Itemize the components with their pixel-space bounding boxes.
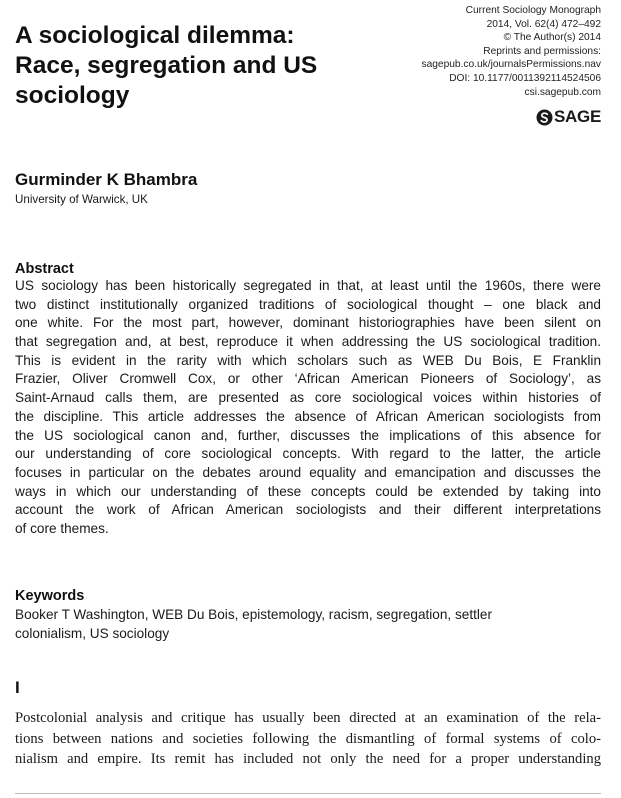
keywords-line: Booker T Washington, WEB Du Bois, epistemology, racism, segregation, settler xyxy=(15,607,492,622)
title-line: A sociological dilemma: xyxy=(15,22,295,49)
sage-s-icon xyxy=(536,109,553,126)
section-heading: I xyxy=(15,678,20,697)
abstract-line: of core themes. xyxy=(15,520,109,536)
author-name: Gurminder K Bhambra xyxy=(15,170,198,189)
abstract-line: Saint-Arnaud calls them, are presented as core sociological voices within histories of xyxy=(15,390,601,406)
abstract-line: our understanding of core sociological concepts. With regard to the latter, the article xyxy=(15,446,601,462)
copyright: © The Author(s) 2014 xyxy=(503,32,601,44)
abstract-line: US sociology has been historically segregated in that, at least until the 1960s, there were xyxy=(15,278,601,293)
title-line: Race, segregation and US xyxy=(15,52,318,79)
sage-logo xyxy=(536,107,601,127)
keywords-heading: Keywords xyxy=(15,588,85,604)
body-line: nialism and empire. Its remit has included not only the need for a proper understanding xyxy=(15,751,601,767)
body-paragraph xyxy=(15,708,601,770)
abstract-line: account the work of African American sociologists and their different interpretations xyxy=(15,502,601,518)
footer-rule xyxy=(15,793,601,794)
journal-name: Current Sociology Monograph xyxy=(465,5,601,16)
permissions-link[interactable]: sagepub.co.uk/journalsPermissions.nav xyxy=(421,59,601,71)
sage-wordmark: SAGE xyxy=(554,107,601,126)
journal-metadata xyxy=(361,4,601,99)
article-title xyxy=(15,21,375,111)
abstract-line: This is evident in the rarity with which scholars such as WEB Du Bois, E Franklin xyxy=(15,352,601,368)
journal-volume: 2014, Vol. 62(4) 472–492 xyxy=(486,18,601,30)
abstract-line: ways in which our understanding of these concepts could be extended by taking into xyxy=(15,483,601,499)
abstract-line: the discipline. This article addresses the absence of African American sociologists from xyxy=(15,408,601,424)
permissions-label: Reprints and permissions: xyxy=(483,45,601,57)
body-line: Postcolonial analysis and critique has usually been directed at an examination of the rela- xyxy=(15,710,601,726)
journal-url[interactable]: csi.sagepub.com xyxy=(524,86,601,98)
abstract-line: the US sociological canon and, further, discusses the implications of this absence for xyxy=(15,427,601,443)
abstract-line: one white. For the most part, however, dominant historiographies have been silent on xyxy=(15,315,601,331)
keywords-text xyxy=(15,605,601,643)
abstract-heading: Abstract xyxy=(15,261,74,277)
abstract-line: Frazier, Oliver Cromwell Cox, or other ‘African American Pioneers of Sociology’, as xyxy=(15,371,601,387)
doi[interactable]: DOI: 10.1177/0011392114524506 xyxy=(449,72,601,84)
keywords-line: colonialism, US sociology xyxy=(15,626,170,641)
body-line: tions between nations and societies following the dismantling of formal systems of colo- xyxy=(15,730,601,747)
author-affiliation: University of Warwick, UK xyxy=(15,193,148,206)
abstract-line: that segregation and, at best, reproduce it when addressing the US sociological tradition. xyxy=(15,334,601,350)
abstract-line: focuses in particular on the debates around equality and emancipation and discusses the xyxy=(15,464,601,480)
abstract-text xyxy=(15,277,601,539)
abstract-line: two distinct institutionally organized traditions of sociological thought – one black and xyxy=(15,296,601,312)
title-line: sociology xyxy=(15,82,130,109)
